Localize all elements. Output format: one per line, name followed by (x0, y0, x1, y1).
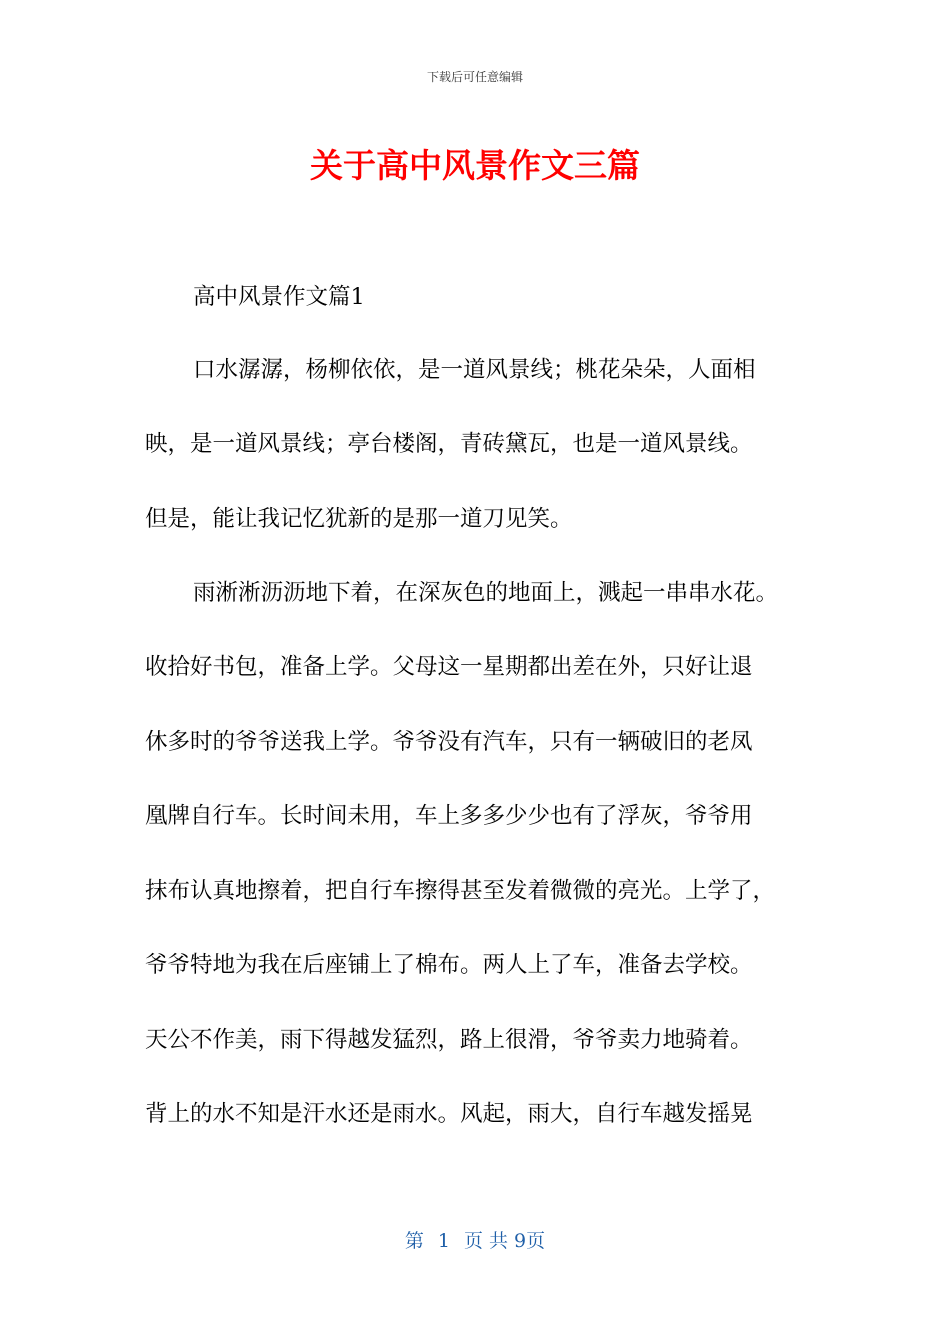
paragraph-line: 雨淅淅沥沥地下着，在深灰色的地面上，溅起一串串水花。 (193, 580, 779, 606)
paragraph-line: 抹布认真地擦着，把自行车擦得甚至发着微微的亮光。上学了， (145, 878, 776, 904)
paragraph-line: 爷爷特地为我在后座铺上了棉布。两人上了车，准备去学校。 (145, 952, 753, 978)
document-title: 关于高中风景作文三篇 (310, 146, 640, 185)
paragraph-line: 凰牌自行车。长时间未用，车上多多少少也有了浮灰，爷爷用 (145, 803, 753, 829)
page-label-mid: 页 共 (463, 1230, 509, 1252)
header-note: 下载后可任意编辑 (426, 70, 523, 84)
paragraph-line: 口水潺潺，杨柳依依，是一道风景线；桃花朵朵，人面相 (193, 357, 756, 383)
paragraph-line: 天公不作美，雨下得越发猛烈，路上很滑，爷爷卖力地骑着。 (145, 1027, 753, 1053)
section-heading: 高中风景作文篇1 (193, 284, 365, 310)
total-pages: 9页 (514, 1230, 546, 1252)
page-label-prefix: 第 (404, 1230, 424, 1252)
paragraph-line: 但是，能让我记忆犹新的是那一道刀见笑。 (145, 506, 573, 532)
paragraph-line: 收拾好书包，准备上学。父母这一星期都出差在外，只好让退 (145, 654, 753, 680)
paragraph-line: 休多时的爷爷送我上学。爷爷没有汽车，只有一辆破旧的老凤 (145, 729, 753, 755)
paragraph-line: 映，是一道风景线；亭台楼阁，青砖黛瓦，也是一道风景线。 (145, 431, 753, 457)
page-footer (0, 1226, 950, 1253)
current-page-number: 1 (437, 1230, 450, 1252)
paragraph-line: 背上的水不知是汗水还是雨水。风起，雨大，自行车越发摇晃 (145, 1101, 753, 1127)
